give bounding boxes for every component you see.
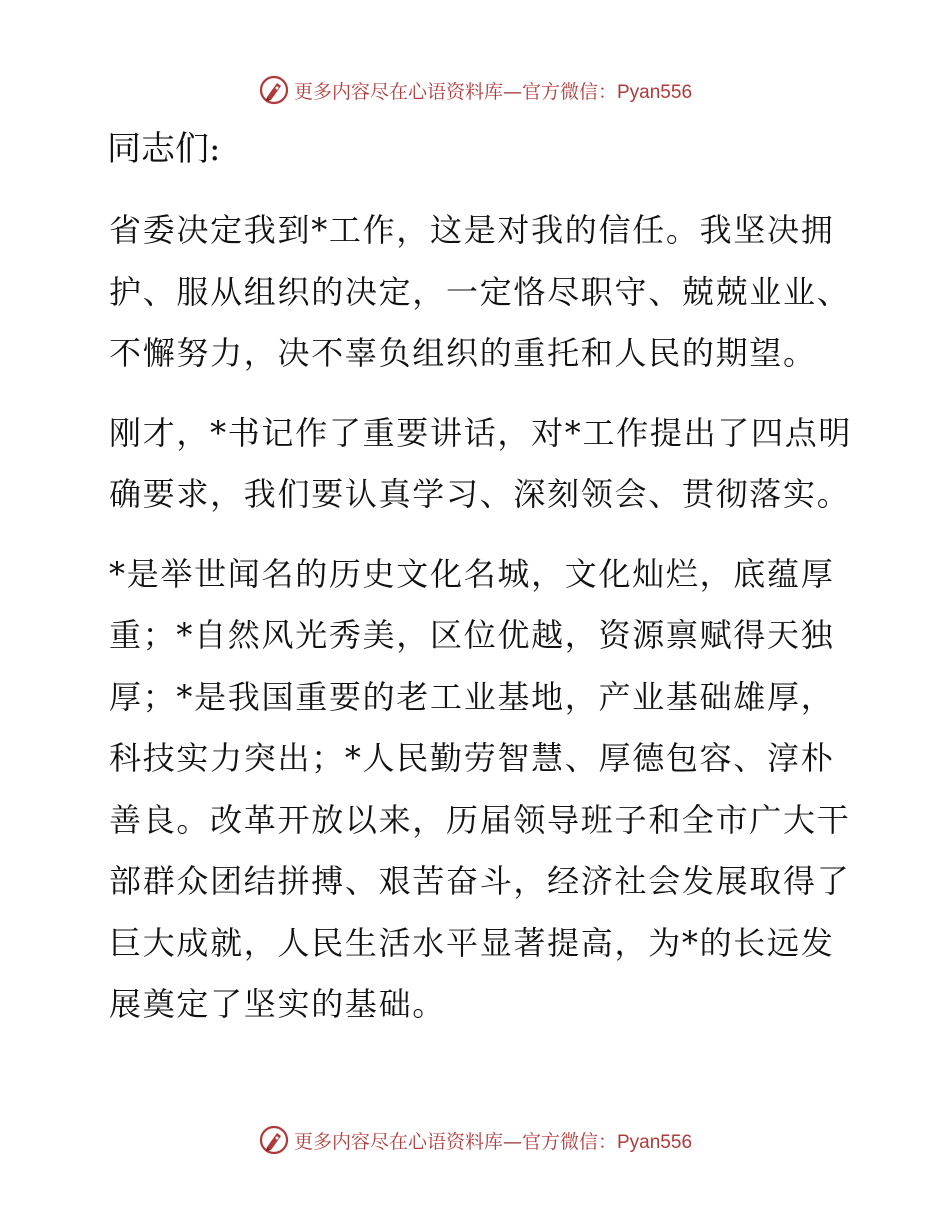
pen-nib-logo-icon (258, 1124, 290, 1156)
document-body (97, 122, 867, 1036)
footer-banner-contact-label: 官方微信： (521, 1130, 617, 1153)
salutation: 同志们: (107, 129, 221, 169)
paragraph-2: 刚才，*书记作了重要讲话，对*工作提出了四点明确要求，我们要认真学习、深刻领会、贯彻落实。 (109, 413, 853, 513)
footer-banner-contact-id: Pyan556 (617, 1131, 693, 1153)
pen-nib-logo-icon (258, 74, 290, 106)
header-banner-dash: — (502, 80, 522, 103)
header-watermark-banner (0, 70, 950, 110)
header-banner-contact-id: Pyan556 (617, 81, 693, 103)
header-banner-title: 更多内容尽在心语资料库 (293, 80, 503, 103)
header-banner-text (294, 77, 692, 104)
footer-banner-dash: — (502, 1130, 522, 1153)
footer-banner-text (294, 1127, 692, 1154)
header-banner-contact-label: 官方微信： (521, 80, 617, 103)
footer-watermark-banner (0, 1120, 950, 1160)
paragraph-3: *是举世闻名的历史文化名城，文化灿烂，底蕴厚重；*自然风光秀美，区位优越，资源禀赋得天独厚；*是我国重要的老工业基地，产业基础雄厚，科技实力突出；*人民勤劳智慧、厚德包容、淳朴善良。改革开放以来，历届领导班子和全市广大干部群众团结拼搏、艰苦奋斗，经济社会发展取得了巨大成就，人民生活水平显著提高，为*的长远发展奠定了坚实的基础。 (109, 554, 851, 1023)
footer-banner-title: 更多内容尽在心语资料库 (293, 1130, 503, 1153)
paragraph-1: 省委决定我到*工作，这是对我的信任。我坚决拥护、服从组织的决定，一定恪尽职守、兢兢业业、不懈努力，决不辜负组织的重托和人民的期望。 (109, 211, 851, 372)
